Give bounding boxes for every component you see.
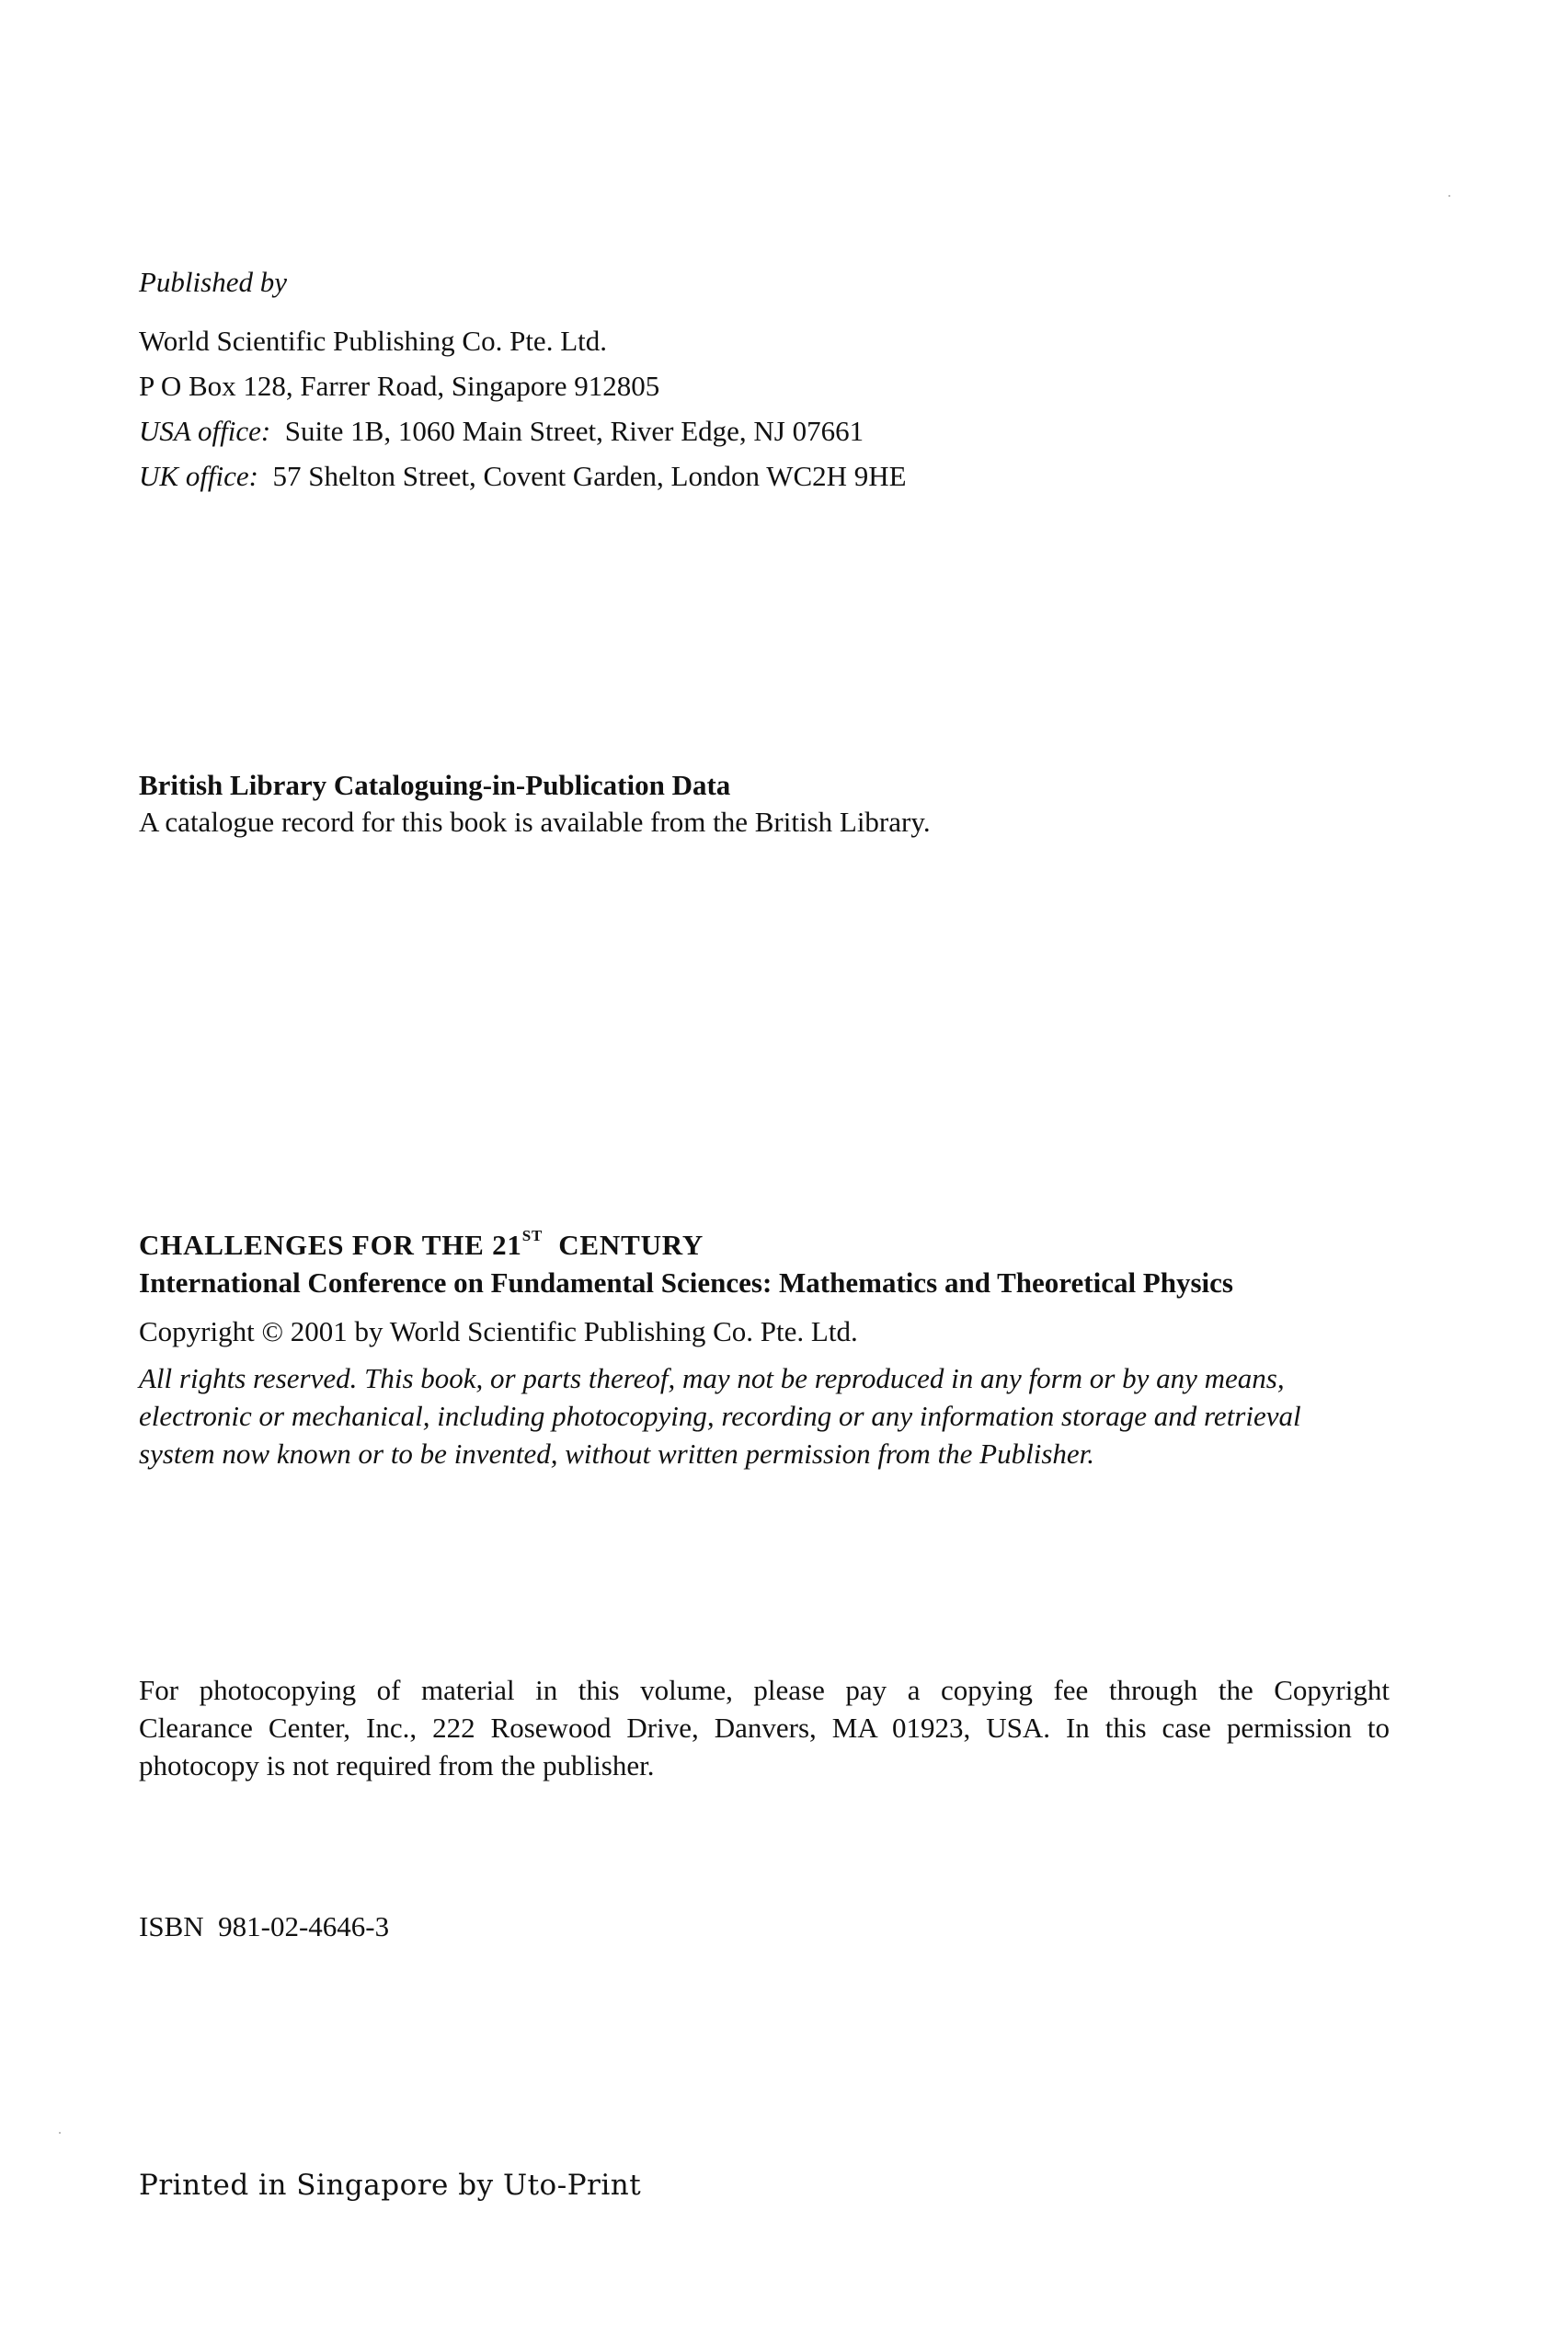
printer-credit-text: Printed in Singapore by Uto-Print [139, 2169, 642, 2202]
book-info-block [139, 1226, 1390, 1472]
copyright-notice: Copyright © 2001 by World Scientific Publishing Co. Pte. Ltd. [139, 1315, 858, 1347]
book-title-pre: CHALLENGES FOR THE 21 [139, 1229, 522, 1261]
uk-office-address: 57 Shelton Street, Covent Garden, London WC2H 9HE [272, 460, 907, 492]
cip-block [139, 767, 1390, 841]
rights-statement [139, 1359, 1390, 1472]
usa-office-line [139, 408, 1390, 453]
publisher-block [139, 259, 1390, 498]
photocopy-line: For photocopying of material in this volume, please pay a copying fee through the Copyright [139, 1674, 1390, 1706]
isbn-text: ISBN 981-02-4646-3 [139, 1910, 390, 1942]
photocopy-line: Clearance Center, Inc., 222 Rosewood Drive, Danvers, MA 01923, USA. In this case permission to [139, 1712, 1390, 1744]
published-by-label: Published by [139, 266, 287, 298]
publisher-name: World Scientific Publishing Co. Pte. Ltd. [139, 325, 607, 357]
publisher-address: P O Box 128, Farrer Road, Singapore 912805 [139, 370, 660, 402]
book-title-post: CENTURY [558, 1229, 704, 1261]
rights-line: All rights reserved. This book, or parts thereof, may not be reproduced in any form or by any means, [139, 1362, 1285, 1394]
scan-speck [59, 2132, 61, 2134]
rights-line: system now known or to be invented, without written permission from the Publisher. [139, 1438, 1095, 1470]
rights-line: electronic or mechanical, including photocopying, recording or any information storage and retrieval [139, 1400, 1301, 1432]
isbn [139, 1904, 1390, 1949]
book-title [139, 1226, 1390, 1264]
usa-office-address: Suite 1B, 1060 Main Street, River Edge, NJ 07661 [284, 415, 864, 447]
photocopy-notice [139, 1671, 1390, 1784]
usa-office-label: USA office: [139, 415, 271, 447]
photocopy-line: photocopy is not required from the publisher. [139, 1749, 655, 1781]
book-subtitle: International Conference on Fundamental Sciences: Mathematics and Theoretical Physics [139, 1266, 1233, 1299]
printer-credit [139, 2163, 1390, 2208]
uk-office-line [139, 453, 1390, 498]
cip-heading: British Library Cataloguing-in-Publication Data [139, 769, 731, 801]
book-title-sup: ST [521, 1227, 544, 1244]
uk-office-label: UK office: [139, 460, 258, 492]
scan-speck [1448, 195, 1450, 197]
cip-text: A catalogue record for this book is available from the British Library. [139, 806, 931, 838]
